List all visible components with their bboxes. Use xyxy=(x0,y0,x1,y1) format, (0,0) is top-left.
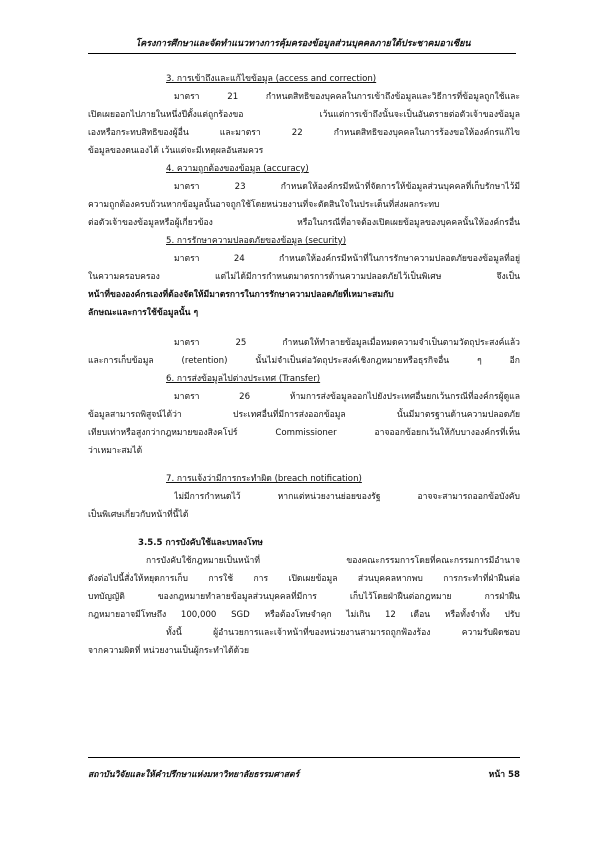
body-line: การบังคับใช้กฎหมายเป็นหน้าที่ ของคณะกรรมการโดยที่คณะกรรมการมีอำนาจ xyxy=(146,556,520,566)
page-header: โครงการศึกษาและจัดทำแนวทางการคุ้มครองข้อมูลส่วนบุคคลภายใต้ประชาคมอาเซียน xyxy=(135,39,471,49)
body-line: ในความครอบครอง แต่ไม่ได้มีการกำหนดมาตรการด้านความปลอดภัยไว้เป็นพิเศษ จึงเป็น xyxy=(88,272,520,282)
body-line: บทบัญญัติ ของกฎหมายทำลายข้อมูลส่วนบุคคลที่มีการ เก็บไว้โดยฝ่าฝืนต่อกฎหมาย การฝ่าฝืน xyxy=(88,592,520,602)
header-divider xyxy=(88,53,516,54)
body-line: ดังต่อไปนี้สั่งให้หยุดการเก็บ การใช้ การ เปิดเผยข้อมูล ส่วนบุคคลหากพบ การกระทำที่ฝ่าฝืนต่อ xyxy=(88,574,520,584)
body-line: ความถูกต้องครบถ้วนหากข้อมูลนั้นอาจถูกใช้โดยหน่วยงานที่จะตัดสินใจในประเด็นที่ส่งผลกระทบ xyxy=(88,200,440,210)
subsection-heading-enforcement: 3.5.5 การบังคับใช้และบทลงโทษ xyxy=(138,538,263,548)
body-line: กฎหมายอาจมีโทษถึง 100,000 SGD หรือต้องโทษจำคุก ไม่เกิน 12 เดือน หรือทั้งจำทั้ง ปรับ xyxy=(88,610,520,620)
body-line: จากความผิดที่ หน่วยงานเป็นผู้กระทำได้ด้วย xyxy=(88,646,250,656)
body-line: ข้อมูลสามารถพิสูจน์ได้ว่า ประเทศอื่นที่มีการส่งออกข้อมูล นั้นมีมาตรฐานด้านความปลอดภัย xyxy=(88,410,520,420)
body-line: มาตรา 24 กำหนดให้องค์กรมีหน้าที่ในการรักษาความปลอดภัยของข้อมูลที่อยู่ xyxy=(174,254,520,264)
body-line: และการเก็บข้อมูล (retention) นั้นไม่จำเป็นต่อวัตถุประสงค์เชิงกฎหมายหรือธุรกิจอื่น ๆ อีก xyxy=(88,356,520,366)
body-line-bold: หน้าที่ขององค์กรเองที่ต้องจัดให้มีมาตรการในการรักษาความปลอดภัยที่เหมาะสมกับ xyxy=(88,290,394,300)
body-line: เองหรือกระทบสิทธิของผู้อื่น และมาตรา 22 กำหนดสิทธิของบุคคลในการร้องขอให้องค์กรแก้ไข xyxy=(88,128,520,138)
section-heading-security: 5. การรักษาความปลอดภัยของข้อมูล (security) xyxy=(166,236,347,246)
footer-divider xyxy=(88,757,520,758)
body-line: เปิดเผยออกไปภายในหนึ่งปีตั้งแต่ถูกร้องขอ เว้นแต่การเข้าถึงนั้นจะเป็นอันตรายต่อตัวเจ้าของข้อมูล xyxy=(88,110,520,120)
body-line: มาตรา 23 กำหนดให้องค์กรมีหน้าที่จัดการให้ข้อมูลส่วนบุคคลที่เก็บรักษาไว้มี xyxy=(174,182,520,192)
body-line: มาตรา 26 ห้ามการส่งข้อมูลออกไปยังประเทศอื่นยกเว้นกรณีที่องค์กรผู้ดูแล xyxy=(174,392,520,402)
body-line-bold: ลักษณะและการใช้ข้อมูลนั้น ๆ xyxy=(88,308,199,318)
body-line: ทั้งนี้ ผู้อำนวยการและเจ้าหน้าที่ของหน่วยงานสามารถถูกฟ้องร้อง ความรับผิดชอบ xyxy=(166,628,520,638)
body-line: ต่อตัวเจ้าของข้อมูลหรือผู้เกี่ยวข้อง หรือในกรณีที่อาจต้องเปิดเผยข้อมูลของบุคคลนั้นให้องค์กรอื่น xyxy=(88,218,520,228)
section-heading-breach-notification: 7. การแจ้งว่ามีการกระทำผิด (breach notification) xyxy=(166,474,362,484)
footer-institution: สถาบันวิจัยและให้คำปรึกษาแห่งมหาวิทยาลัยธรรมศาสตร์ xyxy=(88,770,300,780)
section-heading-accuracy: 4. ความถูกต้องของข้อมูล (accuracy) xyxy=(166,164,309,174)
page-number: หน้า 58 xyxy=(488,770,520,780)
section-heading-transfer: 6. การส่งข้อมูลไปต่างประเทศ (Transfer) xyxy=(166,374,321,384)
body-line: มาตรา 21 กำหนดสิทธิของบุคคลในการเข้าถึงข้อมูลและวิธีการที่ข้อมูลถูกใช้และ xyxy=(174,92,520,102)
body-line: ไม่มีการกำหนดไว้ หากแต่หน่วยงานย่อยของรัฐ อาจจะสามารถออกข้อบังคับ xyxy=(174,492,520,502)
body-line: เป็นพิเศษเกี่ยวกับหน้าที่นี้ได้ xyxy=(88,510,189,520)
section-heading-access-correction: 3. การเข้าถึงและแก้ไขข้อมูล (access and correction) xyxy=(166,74,377,84)
body-line: ข้อมูลของตนเองได้ เว้นแต่จะมีเหตุผลอันสมควร xyxy=(88,146,264,156)
body-line: เทียบเท่าหรือสูงกว่ากฎหมายของสิงคโปร์ Commissioner อาจออกข้อยกเว้นให้กับบางองค์กรที่เห็น xyxy=(88,428,520,438)
body-line: ว่าเหมาะสมได้ xyxy=(88,446,143,456)
body-line: มาตรา 25 กำหนดให้ทำลายข้อมูลเมื่อหมดความจำเป็นตามวัตถุประสงค์แล้ว xyxy=(174,338,520,348)
